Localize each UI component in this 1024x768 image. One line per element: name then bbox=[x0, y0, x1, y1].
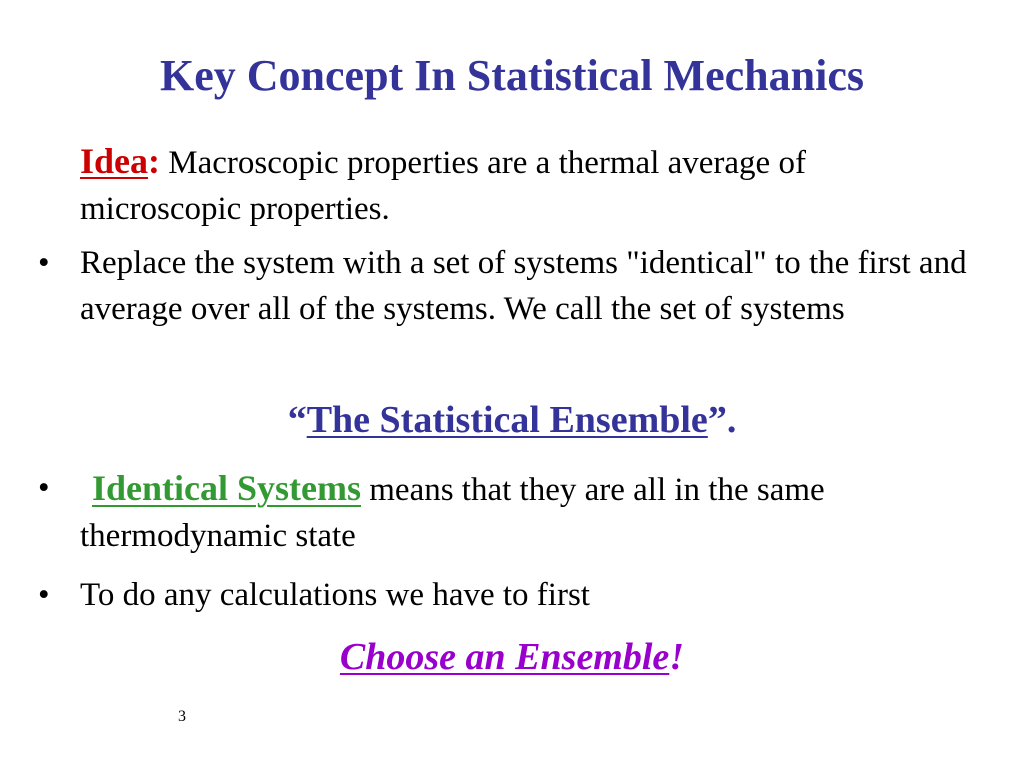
bullet-text bbox=[80, 465, 978, 559]
identical-systems-text: means that they are all in the same thermodynamic state bbox=[80, 472, 825, 554]
choose-ensemble-line bbox=[0, 634, 1024, 680]
slide-title: Key Concept In Statistical Mechanics bbox=[160, 51, 864, 100]
ensemble-line bbox=[0, 397, 1024, 443]
page-number: 3 bbox=[178, 708, 186, 725]
bullet-marker: • bbox=[38, 577, 50, 613]
bullet-calculations bbox=[38, 572, 978, 618]
idea-label: Idea bbox=[80, 141, 149, 181]
bullet-identical-systems bbox=[38, 465, 978, 559]
choose-ensemble-exclamation: ! bbox=[669, 636, 685, 678]
ensemble-open-quote: “ bbox=[287, 399, 307, 441]
ensemble-close-quote: ”. bbox=[707, 399, 737, 441]
idea-colon: : bbox=[148, 141, 161, 181]
identical-systems-link[interactable]: Identical Systems bbox=[92, 468, 361, 508]
statistical-ensemble-link[interactable]: The Statistical Ensemble bbox=[306, 399, 708, 441]
idea-paragraph bbox=[80, 138, 980, 232]
bullet-text: Replace the system with a set of systems "identical" to the first and average over all of the systems. We call the set of systems bbox=[80, 245, 967, 327]
bullet-marker: • bbox=[38, 245, 50, 281]
bullet-replace-system bbox=[38, 240, 978, 332]
bullet-text: To do any calculations we have to first bbox=[80, 577, 590, 613]
idea-text-line1: Macroscopic properties are a thermal average of bbox=[160, 145, 806, 181]
bullet-marker: • bbox=[38, 470, 50, 506]
idea-text-line2: microscopic properties. bbox=[80, 191, 390, 227]
choose-ensemble-link[interactable]: Choose an Ensemble bbox=[339, 636, 670, 678]
